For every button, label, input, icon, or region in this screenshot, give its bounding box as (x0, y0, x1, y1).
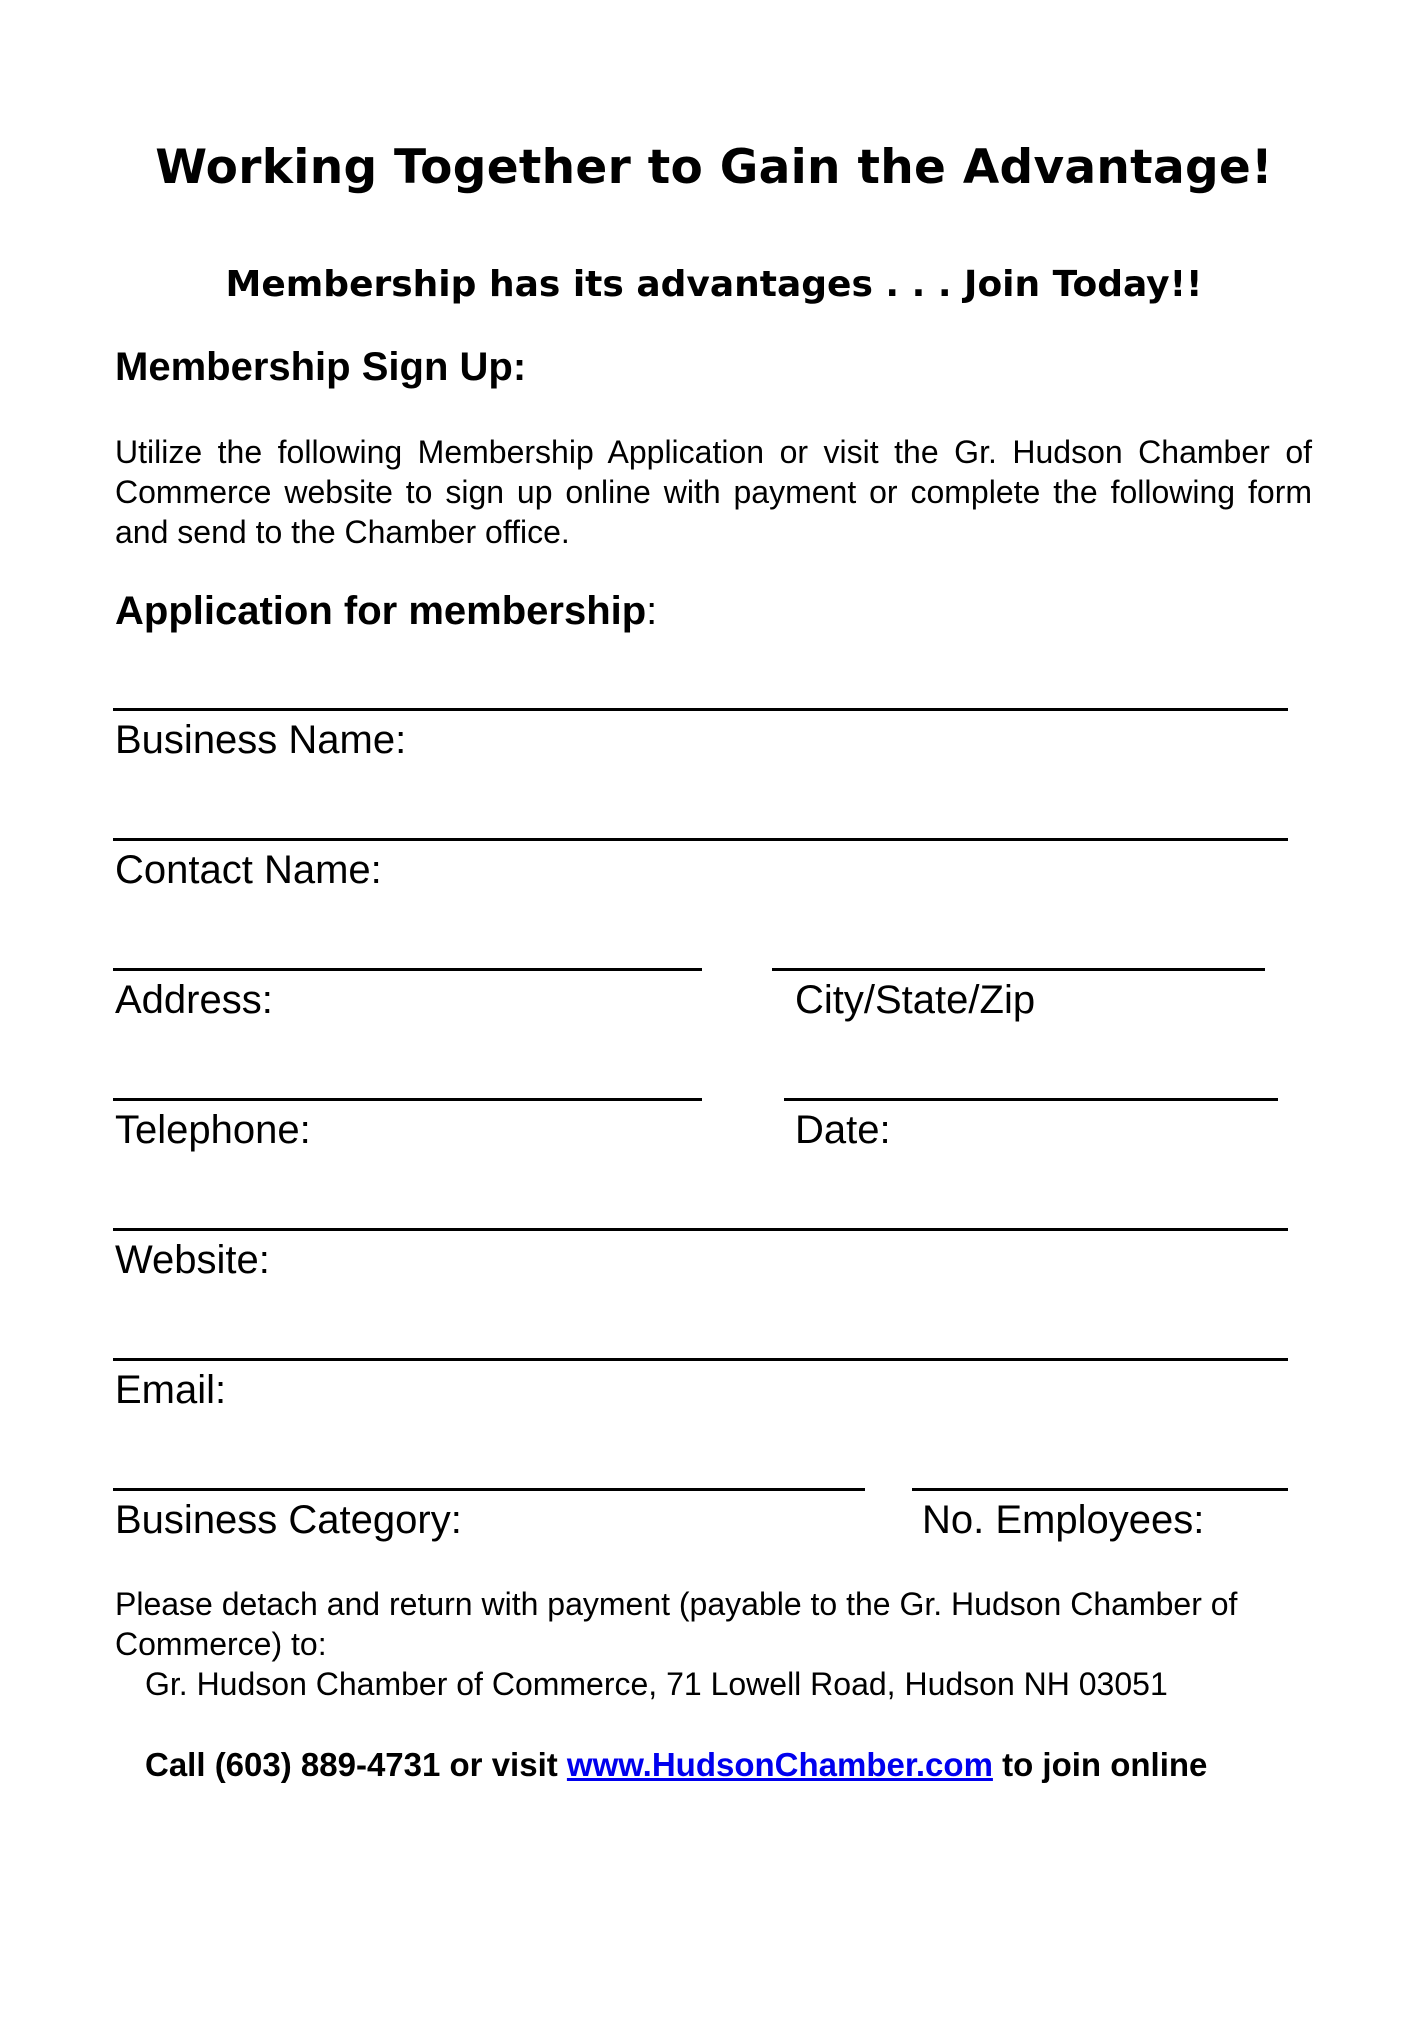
contact-name-label: Contact Name: (115, 848, 382, 892)
application-heading-colon: : (646, 589, 658, 633)
telephone-label: Telephone: (115, 1108, 311, 1152)
no-employees-field[interactable] (912, 1488, 1288, 1491)
contact-name-field[interactable] (113, 838, 1288, 841)
call-prefix: Call (603) 889-4731 or visit (145, 1746, 567, 1783)
address-label: Address: (115, 978, 273, 1022)
date-field[interactable] (784, 1098, 1278, 1101)
website-field[interactable] (113, 1228, 1288, 1231)
website-label: Website: (115, 1238, 270, 1282)
call-to-action (145, 1744, 1207, 1786)
city-state-zip-field[interactable] (772, 968, 1265, 971)
call-suffix: to join online (992, 1746, 1208, 1783)
page-subtitle: Membership has its advantages . . . Join Today!! (225, 264, 1203, 305)
no-employees-label: No. Employees: (922, 1498, 1205, 1542)
business-name-field[interactable] (113, 708, 1288, 711)
city-state-zip-label: City/State/Zip (795, 978, 1036, 1022)
application-heading (115, 586, 657, 636)
return-instructions: Please detach and return with payment (payable to the Gr. Hudson Chamber of Commerce) to: (115, 1586, 1238, 1662)
signup-intro-paragraph: Utilize the following Membership Application or visit the Gr. Hudson Chamber of Commerce website to sign up online with payment or complete the following form and send to the Chamber office. (115, 434, 1312, 550)
date-label: Date: (795, 1108, 891, 1152)
page-title: Working Together to Gain the Advantage! (155, 140, 1273, 195)
signup-heading: Membership Sign Up: (115, 345, 527, 389)
telephone-field[interactable] (113, 1098, 702, 1101)
application-heading-text: Application for membership (115, 589, 647, 633)
business-name-label: Business Name: (115, 718, 407, 762)
email-label: Email: (115, 1368, 227, 1412)
chamber-mailing-address: Gr. Hudson Chamber of Commerce, 71 Lowell Road, Hudson NH 03051 (145, 1666, 1168, 1702)
business-category-label: Business Category: (115, 1498, 462, 1542)
email-field[interactable] (113, 1358, 1288, 1361)
business-category-field[interactable] (113, 1488, 865, 1491)
address-field[interactable] (113, 968, 702, 971)
chamber-website-link[interactable]: www.HudsonChamber.com (566, 1746, 993, 1783)
